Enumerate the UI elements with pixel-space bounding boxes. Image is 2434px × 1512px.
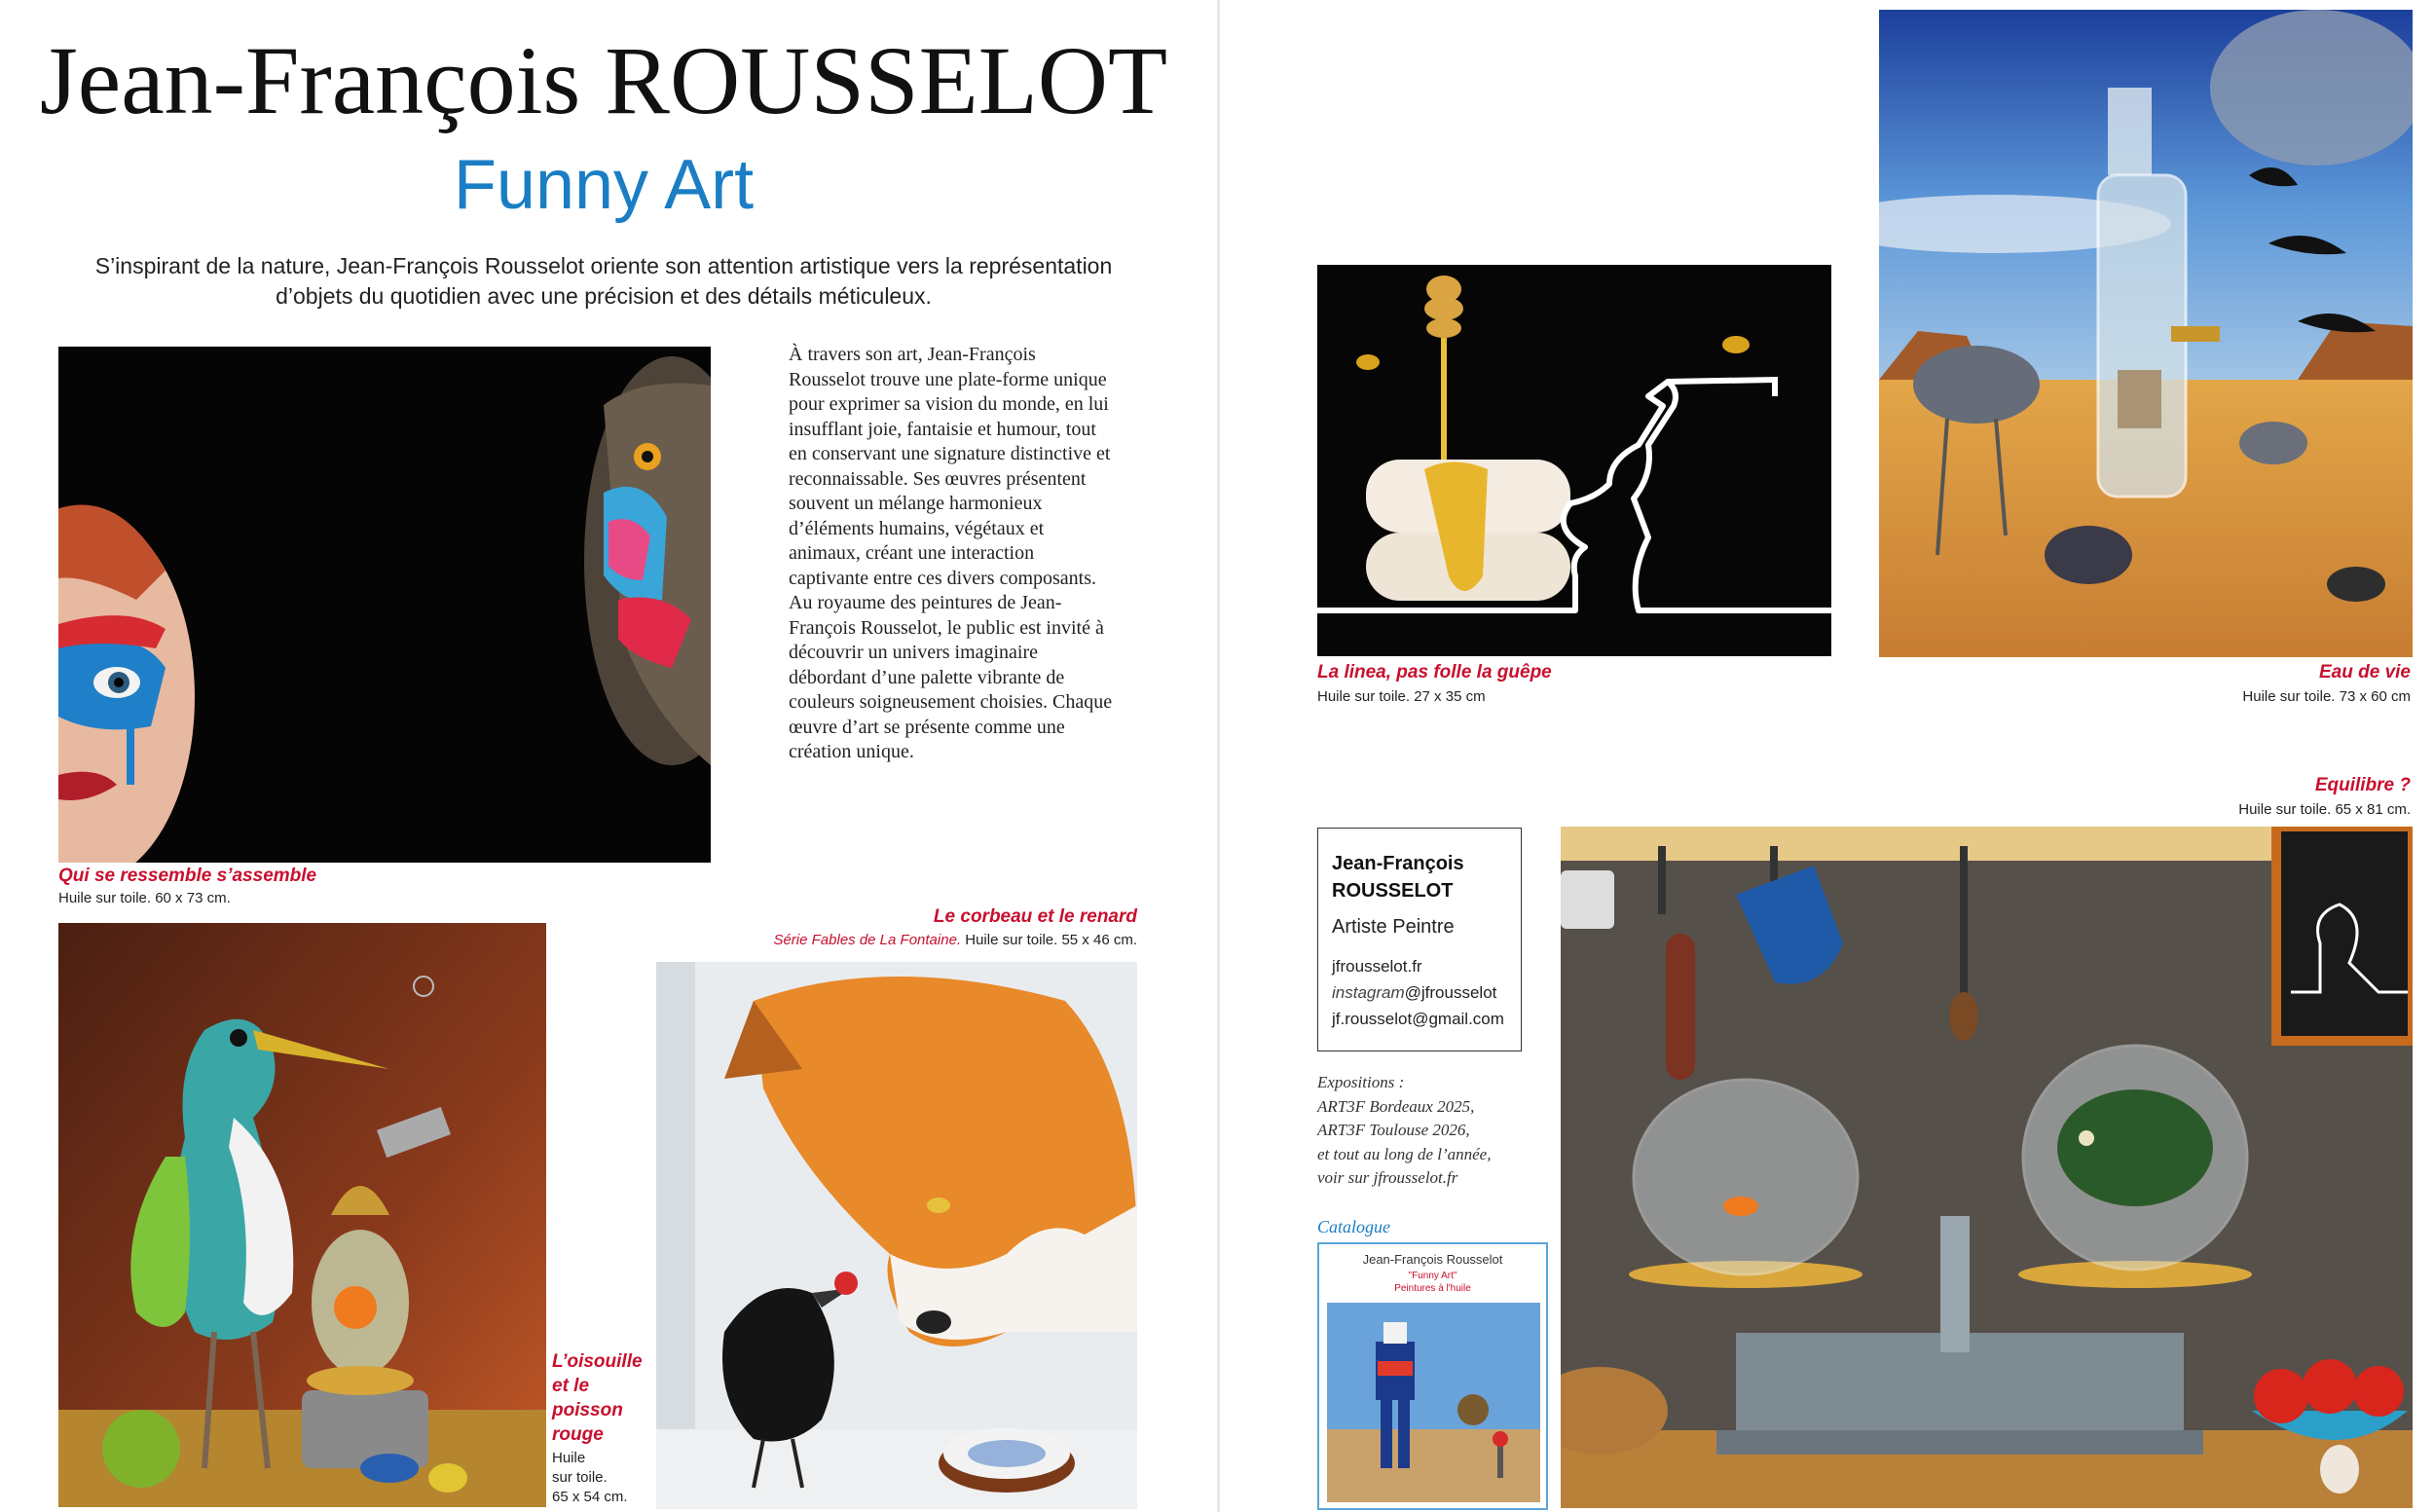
caption-corbeau-title: Le corbeau et le renard bbox=[933, 906, 1137, 927]
caption-qui-title: Qui se ressemble s’assemble bbox=[58, 866, 317, 886]
artist-name-title: Jean-François ROUSSELOT bbox=[39, 26, 1168, 134]
painting-oisouille[interactable] bbox=[58, 923, 546, 1507]
intro-text: S’inspirant de la nature, Jean-François Rousselot oriente son attention artistique vers la représentation d’objets du quotidien avec une précision et des détails méticuleux. bbox=[94, 253, 1113, 309]
caption-eau-details: Huile sur toile. 73 x 60 cm bbox=[2242, 688, 2411, 705]
caption-oisouille-details: Huile sur toile. 65 x 54 cm. bbox=[552, 1450, 628, 1505]
catalogue-cover-image bbox=[1327, 1303, 1540, 1502]
catalogue-title: "Funny Art" bbox=[1408, 1271, 1457, 1281]
contact-email-link[interactable]: jf.rousselot@gmail.com bbox=[1332, 1010, 1504, 1028]
caption-linea-details: Huile sur toile. 27 x 35 cm bbox=[1317, 688, 1486, 705]
contact-name-line-1: Jean-François bbox=[1332, 853, 1464, 874]
body-paragraph-1: À travers son art, Jean-François Rousselot trouve une plate-forme unique pour exprimer sa vision du monde, en lui insufflant joie, fantaisie et humour, tout en conservant une signature distinctive et reconnaissable. Ses œuvres présentent souvent un mélange harmonieux d’éléments humains, végétaux et animaux, créant une interaction captivante entre ces divers composants. bbox=[789, 344, 1111, 589]
catalogue-label: Catalogue bbox=[1317, 1217, 1390, 1236]
catalogue-subtitle: Peintures à l'huile bbox=[1394, 1283, 1471, 1294]
painting-la-linea[interactable] bbox=[1317, 265, 1831, 656]
painting-corbeau-renard[interactable] bbox=[656, 962, 1137, 1509]
contact-box bbox=[1317, 828, 1522, 1051]
page-spine bbox=[1217, 0, 1220, 1512]
catalogue-author: Jean-François Rousselot bbox=[1362, 1252, 1503, 1267]
contact-role: Artiste Peintre bbox=[1332, 916, 1455, 938]
painting-eau-de-vie[interactable] bbox=[1879, 10, 2413, 657]
subtitle-funny-art: Funny Art bbox=[453, 146, 755, 224]
caption-qui-details: Huile sur toile. 60 x 73 cm. bbox=[58, 890, 231, 906]
caption-eau-title: Eau de vie bbox=[2319, 662, 2411, 682]
caption-linea-title: La linea, pas folle la guêpe bbox=[1317, 662, 1552, 682]
expositions-block: Expositions : ART3F Bordeaux 2025, ART3F Toulouse 2026, et tout au long de l’année, voir sur jfrousselot.fr bbox=[1317, 1073, 1492, 1187]
caption-equilibre-title: Equilibre ? bbox=[2314, 775, 2411, 795]
painting-qui-se-ressemble[interactable] bbox=[58, 347, 711, 863]
caption-oisouille-title: L’oisouille et le poisson rouge bbox=[552, 1351, 643, 1445]
contact-name-line-2: ROUSSELOT bbox=[1332, 880, 1454, 902]
contact-instagram-link[interactable]: instagram@jfrousselot bbox=[1332, 983, 1497, 1002]
catalogue-thumbnail[interactable] bbox=[1317, 1242, 1548, 1510]
body-text bbox=[789, 343, 1115, 765]
caption-equilibre-details: Huile sur toile. 65 x 81 cm. bbox=[2238, 801, 2411, 818]
body-paragraph-2: Au royaume des peintures de Jean-François Rousselot, le public est invité à découvrir un univers imaginaire débordant d’une palette vibrante de couleurs soigneusement choisies. Chaque œuvre d’art se présente comme une création unique. bbox=[789, 592, 1113, 762]
painting-equilibre[interactable] bbox=[1561, 827, 2413, 1508]
contact-website-link[interactable]: jfrousselot.fr bbox=[1332, 957, 1422, 976]
caption-corbeau-details: Série Fables de La Fontaine. Huile sur toile. 55 x 46 cm. bbox=[773, 932, 1137, 948]
